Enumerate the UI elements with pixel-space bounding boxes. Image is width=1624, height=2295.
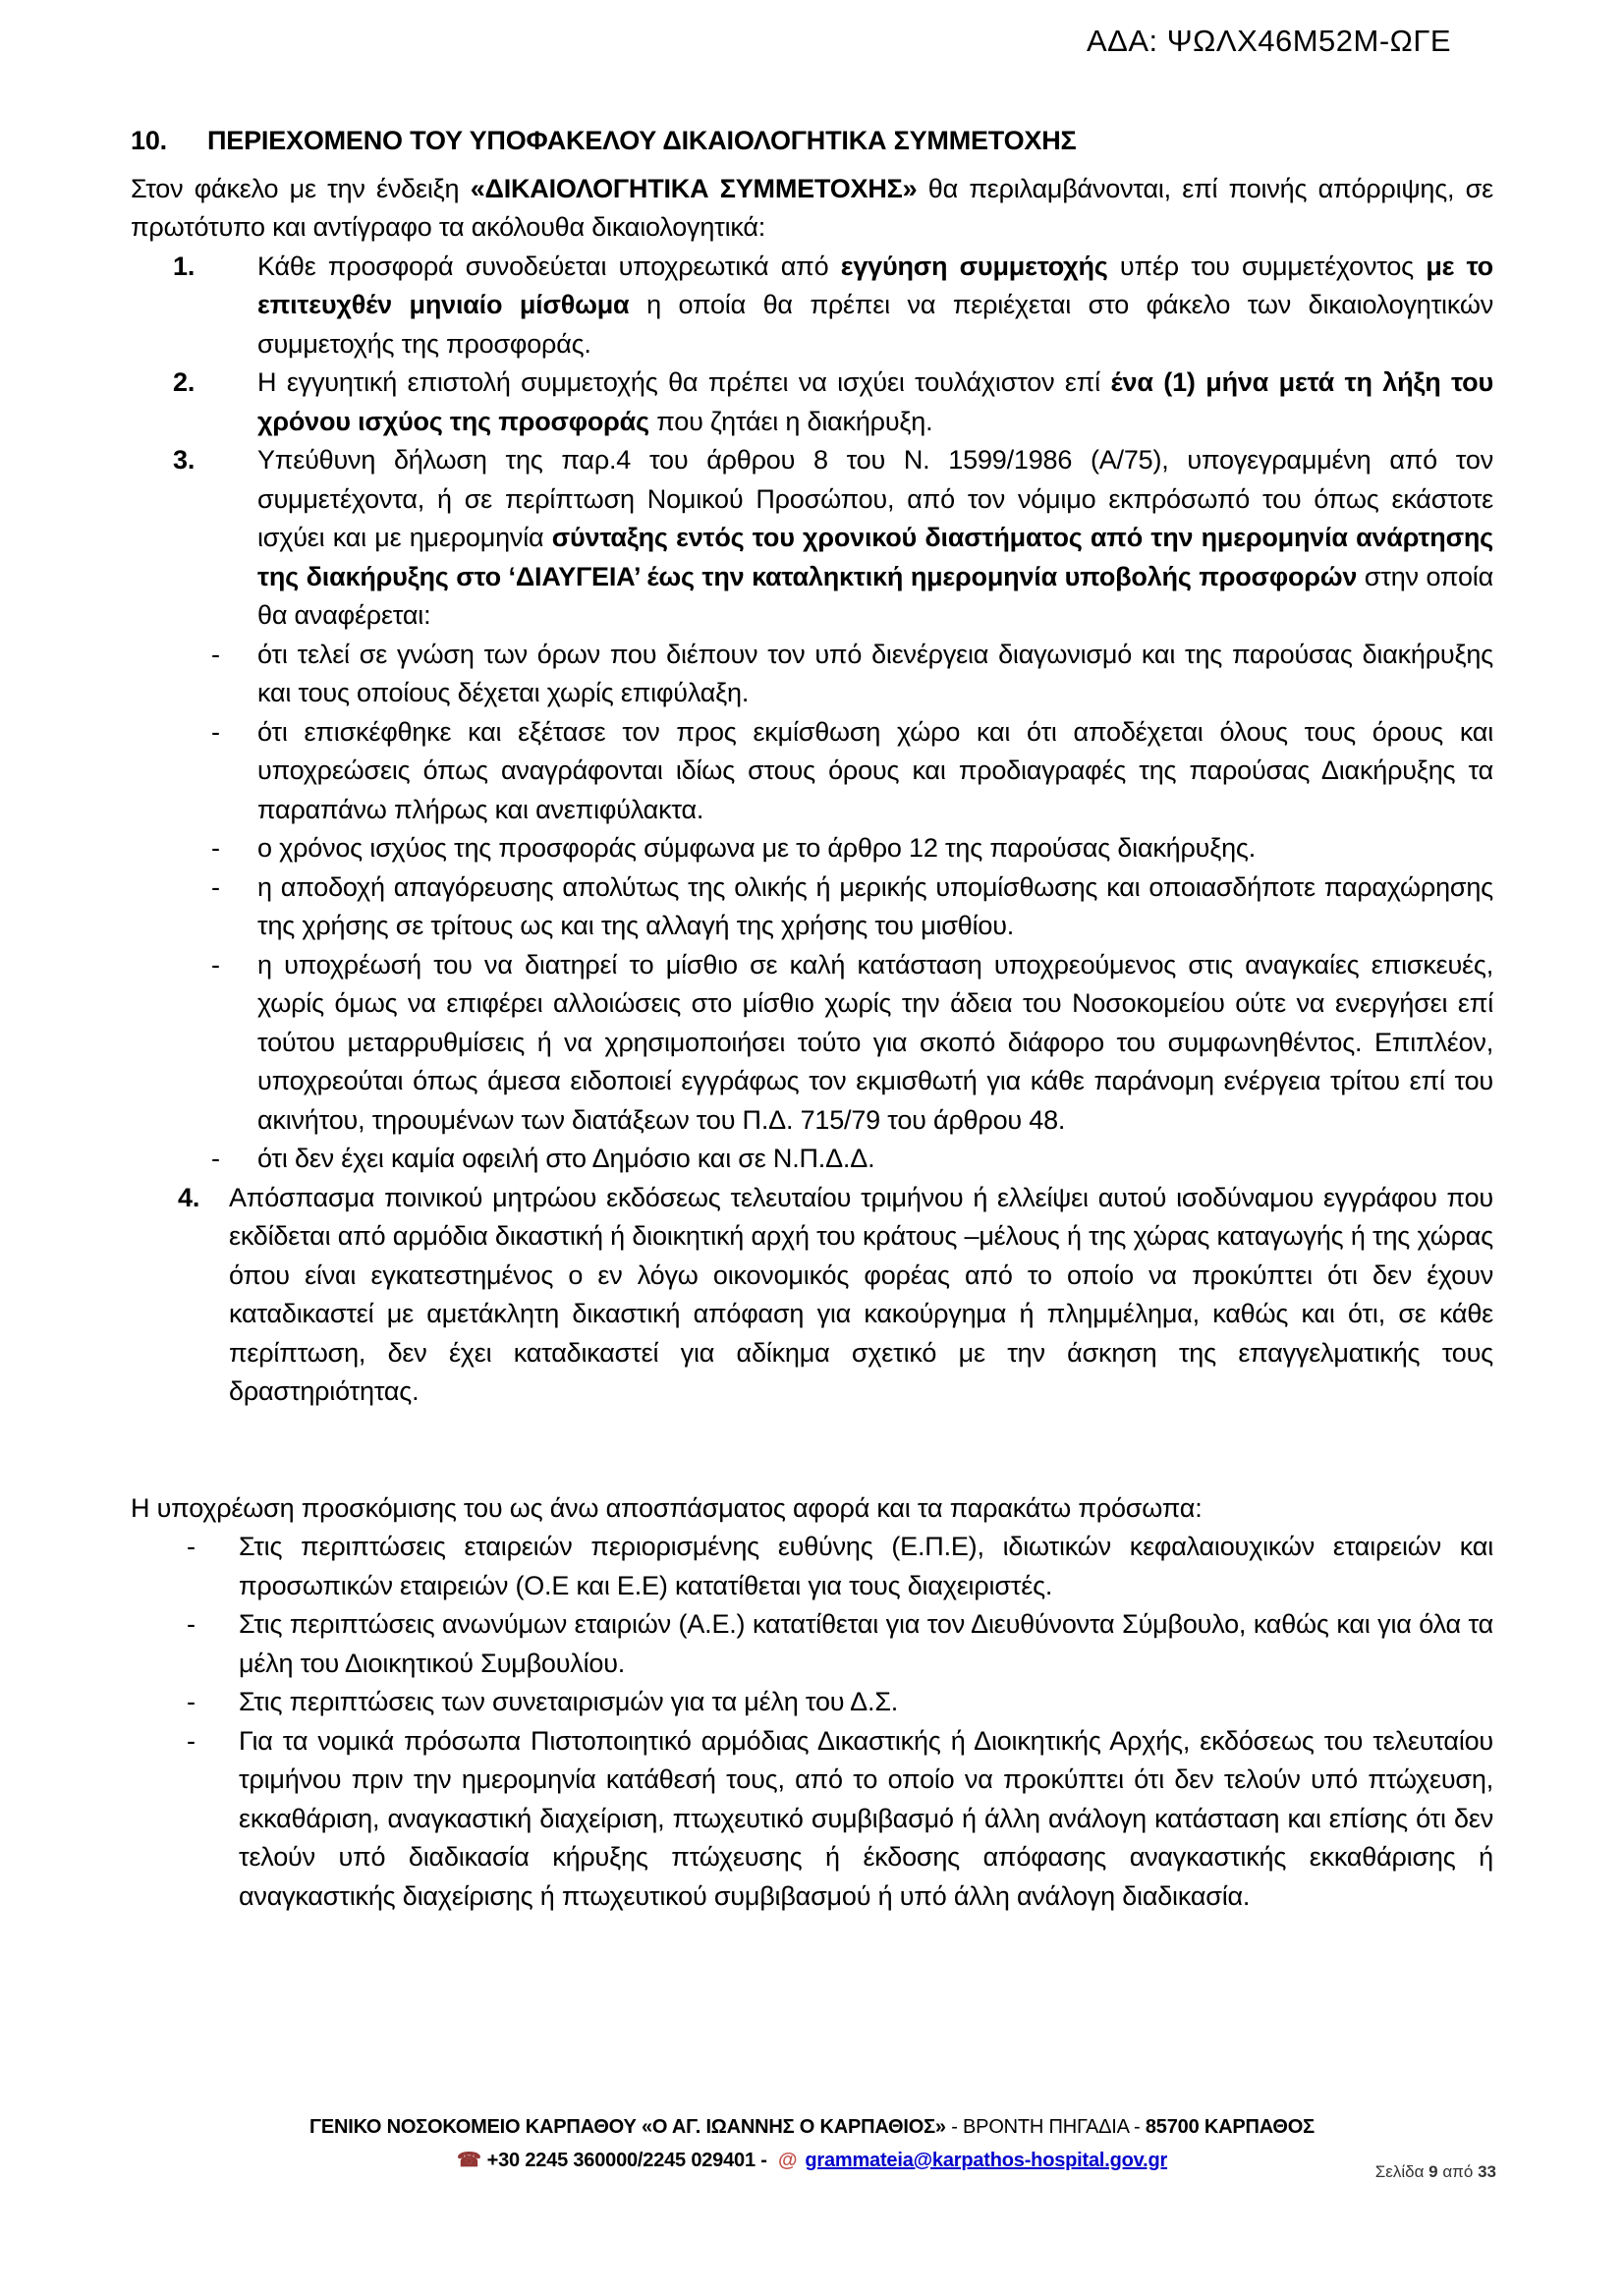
dash-marker: - — [211, 1144, 220, 1173]
page-number-label: Σελίδα 9 από 33 — [1374, 2162, 1496, 2181]
numbered-item-1 — [131, 248, 1493, 364]
declaration-point-4 — [131, 868, 1493, 946]
dash-marker: - — [211, 716, 220, 747]
persons-text: Στις περιπτώσεις εταιρειών περιορισμένης ευθύνης (Ε.Π.Ε), ιδιωτικών κεφαλαιουχικών εταιρειών και προσωπικών εταιρειών (Ο.Ε και Ε.Ε) κατατίθεται για τους διαχειριστές. — [239, 1532, 1493, 1600]
section-number: 10. — [131, 126, 167, 155]
numbered-item-4 — [131, 1179, 1493, 1412]
item-number: 1. — [173, 251, 196, 281]
section-title: ΠΕΡΙΕΧΟΜΕΝΟ ΤΟΥ ΥΠΟΦΑΚΕΛΟΥ ΔΙΚΑΙΟΛΟΓΗΤΙΚΑ ΣΥΜΜΕΤΟΧΗΣ — [207, 126, 1077, 155]
declaration-point-5 — [131, 946, 1493, 1141]
item-text: Κάθε προσφορά συνοδεύεται υποχρεωτικά από εγγύηση συμμετοχής υπέρ του συμμετέχοντος με το επιτευχθέν μηνιαίο μίσθωμα η οποία θα πρέπει να περιέχεται στο φάκελο των δικαιολογητικών συμμετοχής της προσφοράς. — [257, 251, 1494, 359]
obligation-paragraph: Η υποχρέωση προσκόμισης του ως άνω αποσπάσματος αφορά και τα παρακάτω πρόσωπα: — [131, 1492, 1203, 1523]
item-number: 2. — [173, 367, 196, 397]
item-text: Απόσπασμα ποινικού μητρώου εκδόσεως τελευταίου τριμήνου ή ελλείψει αυτού ισοδύναμου εγγράφου που εκδίδεται από αρμόδια δικαστική ή διοικητική αρχή του κράτους –μέλους ή της χώρας καταγωγής ή της χώρας όπου είναι εγκατεστημένος ο εν λόγω οικονομικός φορέας από το οποίο να προκύπτει ότι δεν έχουν καταδικαστεί με αμετάκλητη δικαστική απόφαση για κακούργημα ή πλημμέλημα, καθώς και ότι, σε κάθε περίπτωση, δεν έχει καταδικαστεί για αδίκημα σχετικό με την άσκηση της επαγγελματικής τους δραστηριότητας. — [229, 1182, 1493, 1406]
persons-text: Για τα νομικά πρόσωπα Πιστοποιητικό αρμόδιας Δικαστικής ή Διοικητικής Αρχής, εκδόσεως του τελευταίου τριμήνου πριν την ημερομηνία κατάθεσή τους, από το οποίο να προκύπτει ότι δεν τελούν υπό πτώχευση, εκκαθάριση, αναγκαστική διαχείριση, πτωχευτικό συμβιβασμό ή άλλη ανάλογη κατάσταση και επίσης ότι δεν τελούν υπό διαδικασία κήρυξης πτώχευσης ή έκδοσης απόφασης αναγκαστικής εκκαθάρισης ή αναγκαστικής διαχείρισης ή πτωχευτικού συμβιβασμού ή υπό άλλη ανάλογη διαδικασία. — [239, 1725, 1493, 1911]
dash-marker: - — [187, 1687, 196, 1716]
declaration-point-1 — [131, 636, 1493, 713]
declaration-text: ότι δεν έχει καμία οφειλή στο Δημόσιο και σε Ν.Π.Δ.Δ. — [257, 1144, 875, 1173]
declaration-text: ότι τελεί σε γνώση των όρων που διέπουν τον υπό διενέργεια διαγωνισμό και της παρούσας διακήρυξης και τους οποίους δέχεται χωρίς επιφύλαξη. — [257, 639, 1493, 707]
declaration-text: η υποχρέωσή του να διατηρεί το μίσθιο σε καλή κατάσταση υποχρεούμενος στις αναγκαίες επισκευές, χωρίς όμως να επιφέρει αλλοιώσεις στο μίσθιο χωρίς την άδεια του Νοσοκομείου ούτε να ενεργήσει επί τούτου μεταρρυθμίσεις ή να χρησιμοποιήσει τούτο για σκοπό διάφορο του συμφωνηθέντος. Επιπλέον, υποχρεούται όπως άμεσα ειδοποιεί εγγράφως τον εκμισθωτή για κάθε παράνομη ενέργεια τρίτου επί του ακινήτου, τηρουμένων των διατάξεων του Π.Δ. 715/79 του άρθρου 48. — [257, 949, 1493, 1135]
section-heading — [131, 122, 1493, 161]
persons-text: Στις περιπτώσεις των συνεταιρισμών για τα μέλη του Δ.Σ. — [239, 1687, 899, 1716]
numbered-item-3 — [131, 441, 1493, 636]
phone-icon: ☎ — [456, 2150, 481, 2171]
numbered-item-2 — [131, 364, 1493, 441]
dash-marker: - — [187, 1532, 196, 1561]
persons-point-4 — [131, 1722, 1493, 1917]
item-text: Η εγγυητική επιστολή συμμετοχής θα πρέπει να ισχύει τουλάχιστον επί ένα (1) μήνα μετά τη λήξη του χρόνου ισχύος της προσφοράς που ζητάει η διακήρυξη. — [257, 367, 1493, 436]
item-text: Υπεύθυνη δήλωση της παρ.4 του άρθρου 8 του Ν. 1599/1986 (Α/75), υπογεγραμμένη από τον συμμετέχοντα, ή σε περίπτωση Νομικού Προσώπου, από τον νόμιμο εκπρόσωπό του όπως εκάστοτε ισχύει και με ημερομηνία σύνταξης εντός του χρονικού διαστήματος από την ημερομηνία ανάρτησης της διακήρυξης στο ‘ΔΙΑΥΓΕΙΑ’ έως την καταληκτική ημερομηνία υποβολής προσφορών στην οποία θα αναφέρεται: — [257, 445, 1493, 630]
declaration-point-2 — [131, 713, 1493, 830]
persons-point-1 — [131, 1528, 1493, 1605]
declaration-point-6 — [131, 1140, 1493, 1179]
hospital-name-line: ΓΕΝΙΚΟ ΝΟΣΟΚΟΜΕΙΟ ΚΑΡΠΑΘΟΥ «Ο ΑΓ. ΙΩΑΝΝΗΣ Ο ΚΑΡΠΑΘΙΟΣ» - ΒΡΟΝΤΗ ΠΗΓΑΔΙΑ - 85700 ΚΑΡΠΑΘΟΣ — [309, 2116, 1315, 2138]
persons-point-3 — [131, 1683, 1493, 1722]
item-number: 3. — [173, 445, 196, 475]
document-body — [131, 122, 1493, 1916]
item-number: 4. — [178, 1182, 200, 1212]
dash-marker: - — [187, 1609, 196, 1639]
email-link[interactable]: grammateia@karpathos-hospital.gov.gr — [805, 2150, 1168, 2171]
at-icon: @ — [778, 2150, 798, 2171]
declaration-text: ότι επισκέφθηκε και εξέτασε τον προς εκμίσθωση χώρο και ότι αποδέχεται όλους τους όρους και υποχρεώσεις όπως αναγράφονται ιδίως στους όρους και προδιαγραφές της παρούσας Διακήρυξης τα παραπάνω πλήρως και ανεπιφύλακτα. — [257, 716, 1493, 824]
intro-paragraph: Στον φάκελο με την ένδειξη «ΔΙΚΑΙΟΛΟΓΗΤΙΚΑ ΣΥΜΜΕΤΟΧΗΣ» θα περιλαμβάνονται, επί ποινής απόρριψης, σε πρωτότυπο και αντίγραφο τα ακόλουθα δικαιολογητικά: — [131, 173, 1493, 242]
persons-point-2 — [131, 1605, 1493, 1683]
phone-numbers: +30 2245 360000/2245 029401 - — [486, 2150, 767, 2171]
dash-marker: - — [187, 1725, 196, 1756]
declaration-text: η αποδοχή απαγόρευσης απολύτως της ολικής ή μερικής υπομίσθωσης και οποιασδήποτε παραχώρησης της χρήσης σε τρίτους ως και της αλλαγή της χρήσης του μισθίου. — [257, 871, 1493, 940]
declaration-point-3 — [131, 829, 1493, 868]
dash-marker: - — [211, 639, 220, 669]
persons-text: Στις περιπτώσεις ανωνύμων εταιριών (Α.Ε.) κατατίθεται για τον Διευθύνοντα Σύμβουλο, καθώς και για όλα τα μέλη του Διοικητικού Συμβουλίου. — [239, 1609, 1493, 1678]
ada-code: ΑΔΑ: ΨΩΛΧ46Μ52Μ-ΩΓΕ — [1087, 24, 1452, 58]
dash-marker: - — [211, 833, 220, 863]
declaration-text: ο χρόνος ισχύος της προσφοράς σύμφωνα με το άρθρο 12 της παρούσας διακήρυξης. — [257, 833, 1257, 863]
dash-marker: - — [211, 949, 220, 980]
dash-marker: - — [211, 871, 220, 902]
